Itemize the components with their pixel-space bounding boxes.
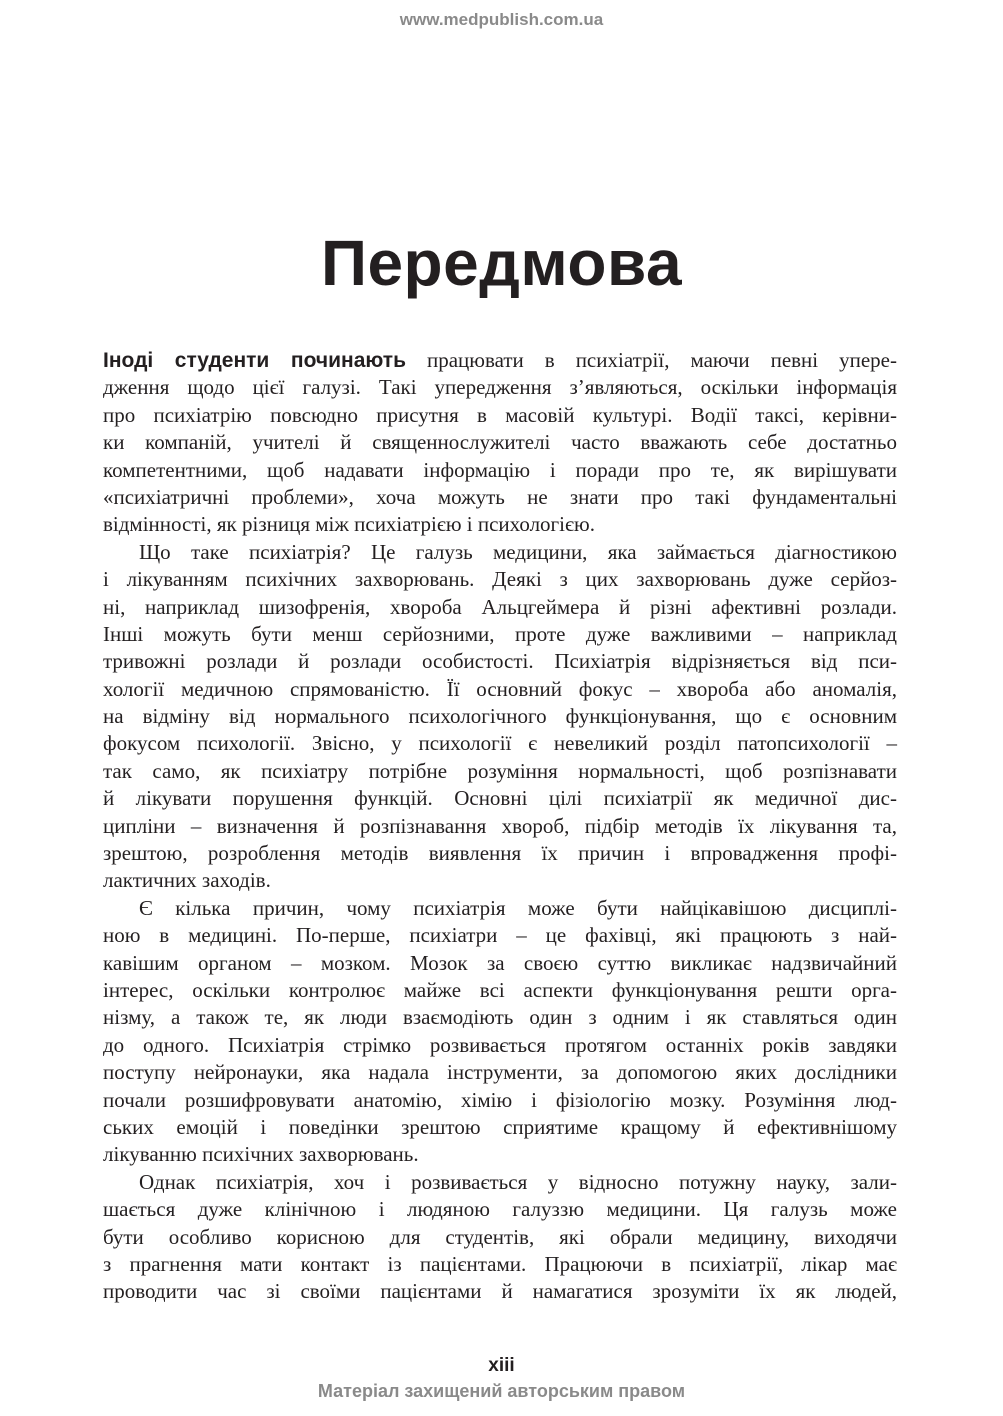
text-line: дження щодо цієї галузі. Такі упередження з’являються, оскільки інформація bbox=[103, 375, 897, 400]
copyright-notice: Матеріал захищений авторським правом bbox=[317, 1381, 686, 1401]
text-line: так само, як психіатру потрібне розуміння нормальності, щоб розпізнавати bbox=[103, 758, 897, 783]
text-line: компетентними, щоб надавати інформацію і поради про те, як вирішувати bbox=[103, 457, 897, 482]
text-line: на відміну від нормального психологічного функціонування, що є основним bbox=[103, 704, 897, 729]
text-line: почали розшифровувати анатомію, хімію і фізіологію мозку. Розуміння люд- bbox=[103, 1087, 897, 1112]
lead-in-bold: Іноді студенти починають bbox=[103, 349, 406, 372]
text-line: фокусом психології. Звісно, у психології є невеликий розділ патопсихології – bbox=[103, 731, 897, 756]
text-line: зрештою, розроблення методів виявлення їх причин і впровадження профі- bbox=[103, 841, 897, 866]
site-url-header: www.medpublish.com.ua bbox=[399, 10, 604, 29]
text-line: кавішим органом – мозком. Мозок за своєю суттю викликає надзвичайний bbox=[103, 950, 897, 975]
text-line: лікуванню психічних захворювань. bbox=[103, 1142, 419, 1167]
page-title: Передмова bbox=[320, 227, 683, 299]
text-line: Є кілька причин, чому психіатрія може бути найцікавішою дисциплі- bbox=[139, 895, 897, 920]
text-line: нізму, а також те, як люди взаємодіють один з одним і як ставляться один bbox=[103, 1005, 897, 1030]
text-line bbox=[103, 347, 897, 374]
text-line: ною в медицині. По-перше, психіатри – це фахівці, які працюють з най- bbox=[103, 923, 897, 948]
text-line: ципліни – визначення й розпізнавання хвороб, підбір методів їх лікування та, bbox=[103, 813, 897, 838]
text-line: лактичних заходів. bbox=[103, 868, 271, 893]
text-line: хології медичною спрямованістю. Її основний фокус – хвороба або аномалія, bbox=[103, 676, 897, 701]
text-line: ських емоцій і поведінки зрештою сприятиме кращому й ефективнішому bbox=[103, 1114, 897, 1139]
text-line: Що таке психіатрія? Це галузь медицини, яка займається діагностикою bbox=[139, 539, 897, 564]
text-line: Однак психіатрія, хоч і розвивається у відносно потужну науку, зали- bbox=[139, 1169, 897, 1194]
text-line: до одного. Психіатрія стрімко розвивається протягом останніх років завдяки bbox=[103, 1032, 897, 1057]
preface-body bbox=[103, 347, 897, 1306]
text-line: відмінності, як різниця між психіатрією і психологією. bbox=[103, 512, 595, 537]
text-line: з прагнення мати контакт із пацієнтами. Працюючи в психіатрії, лікар має bbox=[103, 1251, 897, 1276]
page-number: xiii bbox=[488, 1355, 515, 1376]
text-line: й лікувати порушення функцій. Основні цілі психіатрії як медичної дис- bbox=[103, 786, 897, 811]
text-line: інтерес, оскільки контролює майже всі аспекти функціонування решти орга- bbox=[103, 977, 897, 1002]
text-line: проводити час зі своїми пацієнтами й намагатися зрозуміти їх як людей, bbox=[103, 1279, 897, 1304]
line-text: працювати в психіатрії, маючи певні упере- bbox=[405, 348, 897, 372]
text-line: Інші можуть бути менш серйозними, проте дуже важливими – наприклад bbox=[103, 621, 897, 646]
text-line: шається дуже клінічною і людяною галуззю медицини. Ця галузь може bbox=[103, 1197, 897, 1222]
text-line: ні, наприклад шизофренія, хвороба Альцгеймера й різні афективні розлади. bbox=[103, 594, 897, 619]
text-line: бути особливо корисною для студентів, які обрали медицину, виходячи bbox=[103, 1224, 897, 1249]
text-line: тривожні розлади й розлади особистості. Психіатрія відрізняється від пси- bbox=[103, 649, 897, 674]
text-line: ки компаній, учителі й священнослужителі часто вважають себе достатньо bbox=[103, 430, 897, 455]
text-line: про психіатрію повсюдно присутня в масовій культурі. Водії таксі, керівни- bbox=[103, 402, 897, 427]
text-line: «психіатричні проблеми», хоча можуть не знати про такі фундаментальні bbox=[103, 484, 897, 509]
text-line: поступу нейронауки, яка надала інструменти, за допомогою яких дослідники bbox=[103, 1060, 897, 1085]
text-line: і лікуванням психічних захворювань. Деякі з цих захворювань дуже серйоз- bbox=[103, 567, 897, 592]
